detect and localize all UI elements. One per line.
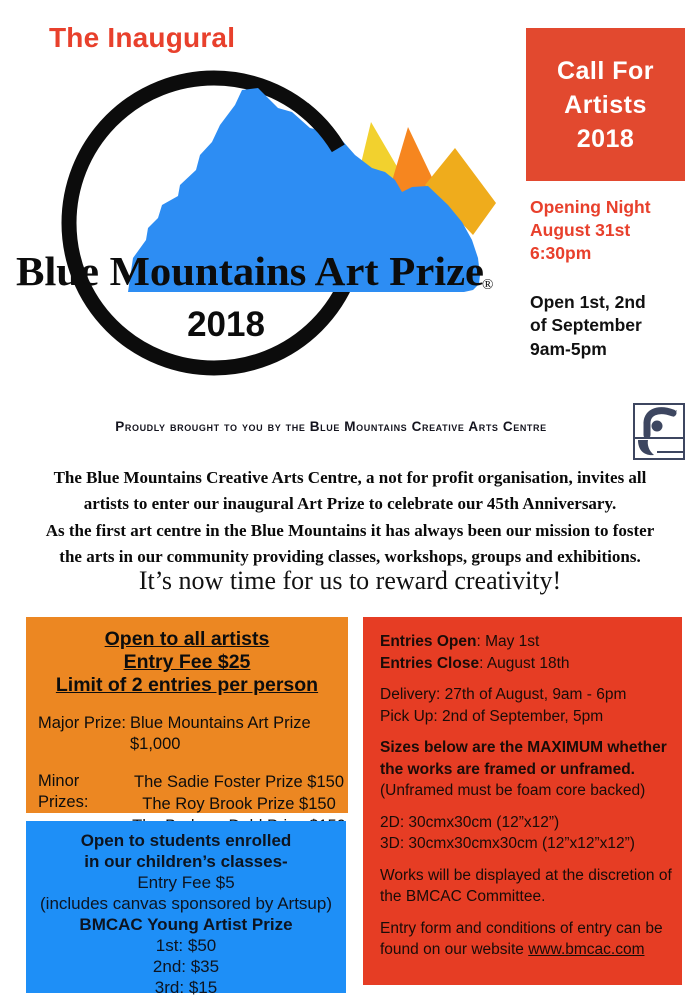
students-box-line: (includes canvas sponsored by Artsup) <box>40 894 332 913</box>
sponsor-line: Proudly brought to you by the Blue Mountains Creative Arts Centre <box>115 419 547 434</box>
logo-title-text: Blue Mountains Art Prize <box>16 248 484 294</box>
call-box-line: 2018 <box>576 124 635 153</box>
entry-details-line <box>380 727 674 737</box>
students-box-line: 2nd: $35 <box>152 957 220 976</box>
entry-details-line: 2D: 30cmx30cm (12”x12”) <box>380 813 560 831</box>
intro-line: As the first art centre in the Blue Mountains it has always been our mission to foster <box>45 521 655 540</box>
opening-line: 6:30pm <box>530 243 592 263</box>
intro-paragraph-2 <box>30 518 670 570</box>
call-for-artists-box <box>526 28 685 181</box>
intro-line: The Blue Mountains Creative Arts Centre, a not for profit organisation, invites all <box>53 468 647 487</box>
students-box-line: 3rd: $15 <box>154 978 218 997</box>
open-box-heading-line: Open to all artists <box>104 628 270 650</box>
entry-details-box <box>363 617 682 985</box>
open-to-all-artists-box <box>26 617 348 813</box>
major-prize-row <box>26 713 348 755</box>
students-box-line: Entry Fee $5 <box>137 873 235 892</box>
intro-line: artists to enter our inaugural Art Prize to celebrate our 45th Anniversary. <box>83 494 617 513</box>
intro-paragraph-1 <box>30 465 670 517</box>
students-box <box>26 821 346 997</box>
entry-details-line: found on our website www.bmcac.com <box>380 941 645 958</box>
major-prize-value: Blue Mountains Art Prize $1,000 <box>130 714 311 753</box>
entry-details-line <box>380 855 674 865</box>
open-hours-text: 9am-5pm <box>530 339 607 359</box>
logo-year-text: 2018 <box>187 305 265 344</box>
open-box-heading-line: Entry Fee $25 <box>123 651 251 673</box>
entry-details-line: 3D: 30cmx30cmx30cm (12”x12”x12”) <box>380 835 635 852</box>
open-box-heading-line: Limit of 2 entries per person <box>55 674 319 696</box>
minor-prize-value: The Sadie Foster Prize $150 <box>133 773 345 791</box>
website-link[interactable]: www.bmcac.com <box>528 941 645 958</box>
minor-prize-value: The Roy Brook Prize $150 <box>142 795 336 813</box>
tagline: It’s now time for us to reward creativity! <box>138 566 562 595</box>
students-box-line: 1st: $50 <box>155 936 217 955</box>
students-box-line: Open to students enrolled <box>80 831 292 850</box>
open-days-line: Open 1st, 2nd <box>530 292 646 312</box>
opening-line: Opening Night <box>530 197 651 217</box>
intro-line: the arts in our community providing classes, workshops, groups and exhibitions. <box>59 547 641 566</box>
entry-details-line: Entries Open: May 1st <box>380 633 540 650</box>
open-box-heading <box>26 617 348 697</box>
opening-night-text <box>530 196 651 265</box>
students-box-line: BMCAC Young Artist Prize <box>79 915 293 934</box>
entry-details-line: (Unframed must be foam core backed) <box>380 782 646 799</box>
entry-details-line: the works are framed or unframed. <box>380 760 635 778</box>
entry-details-line <box>380 908 674 918</box>
call-box-line: Artists <box>564 90 647 119</box>
call-box-line: Call For <box>556 56 655 85</box>
major-prize-label: Major Prize: <box>38 714 127 732</box>
blue-mountains-art-prize-logo <box>10 70 510 380</box>
entry-details-line: the BMCAC Committee. <box>380 888 546 905</box>
entry-details-line <box>380 802 674 812</box>
entry-details-line: Works will be displayed at the discretion of <box>380 866 672 884</box>
entry-details-line: Sizes below are the MAXIMUM whether <box>380 739 667 756</box>
entry-details-lines <box>363 617 682 961</box>
registered-trademark-symbol: ® <box>482 277 494 293</box>
students-box-line: in our children’s classes- <box>84 852 288 871</box>
entry-details-line: Delivery: 27th of August, 9am - 6pm <box>380 686 627 703</box>
entry-details-line: Entry form and conditions of entry can be <box>380 919 663 937</box>
open-days-line: of September <box>530 315 642 335</box>
kicker-heading: The Inaugural <box>49 22 236 53</box>
entry-details-line: Entries Close: August 18th <box>380 654 570 672</box>
minor-prizes-label: Minor Prizes: <box>38 772 89 811</box>
entry-details-line <box>380 674 674 684</box>
opening-line: August 31st <box>530 220 631 240</box>
entry-details-line: Pick Up: 2nd of September, 5pm <box>380 707 604 725</box>
bmcac-logo-icon <box>633 403 685 460</box>
open-days-text <box>530 291 646 337</box>
students-box-lines <box>26 821 346 998</box>
